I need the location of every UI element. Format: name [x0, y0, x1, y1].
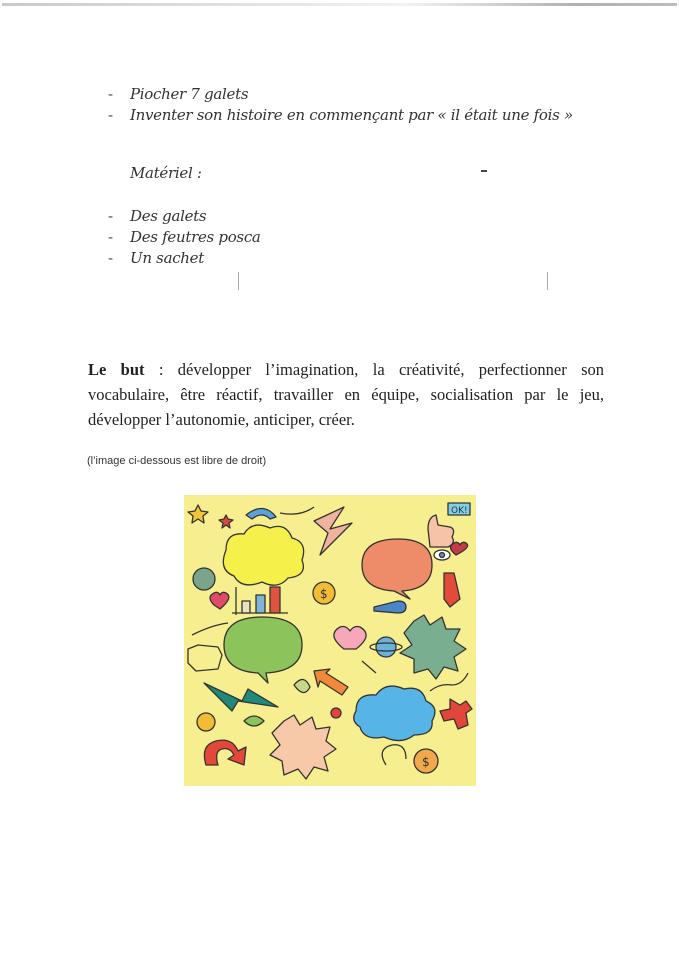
scan-mark [481, 170, 487, 172]
svg-text:OK!: OK! [451, 506, 468, 516]
step-text: Piocher 7 galets [130, 85, 249, 103]
doodle-collage-icon [184, 495, 476, 786]
material-text: Un sachet [130, 249, 204, 267]
scan-mark [238, 272, 239, 290]
scan-mark [547, 272, 548, 290]
bullet-dash: - [108, 207, 113, 225]
material-text: Des feutres posca [130, 228, 261, 246]
bullet-dash: - [108, 249, 113, 267]
bullet-dash: - [108, 85, 113, 103]
material-text: Des galets [130, 207, 207, 225]
goal-paragraph [88, 357, 604, 432]
materials-heading: Matériel : [130, 164, 202, 182]
bullet-dash: - [108, 228, 113, 246]
goal-separator: : [144, 359, 178, 379]
step-text: Inventer son histoire en commençant par « il était une fois » [130, 106, 573, 124]
goal-text: développer l’imagination, la créativité, perfectionner son vocabulaire, être réactif, travailler en équipe, socialisation par le jeu, développer l’autonomie, anticiper, créer. [88, 359, 604, 429]
scan-edge [2, 3, 677, 6]
svg-text:$: $ [320, 587, 328, 601]
bullet-dash: - [108, 106, 113, 124]
doodle-illustration [184, 495, 476, 786]
svg-text:$: $ [422, 755, 430, 769]
image-caption: (l’image ci-dessous est libre de droit) [87, 455, 267, 467]
goal-label: Le but [88, 359, 145, 379]
